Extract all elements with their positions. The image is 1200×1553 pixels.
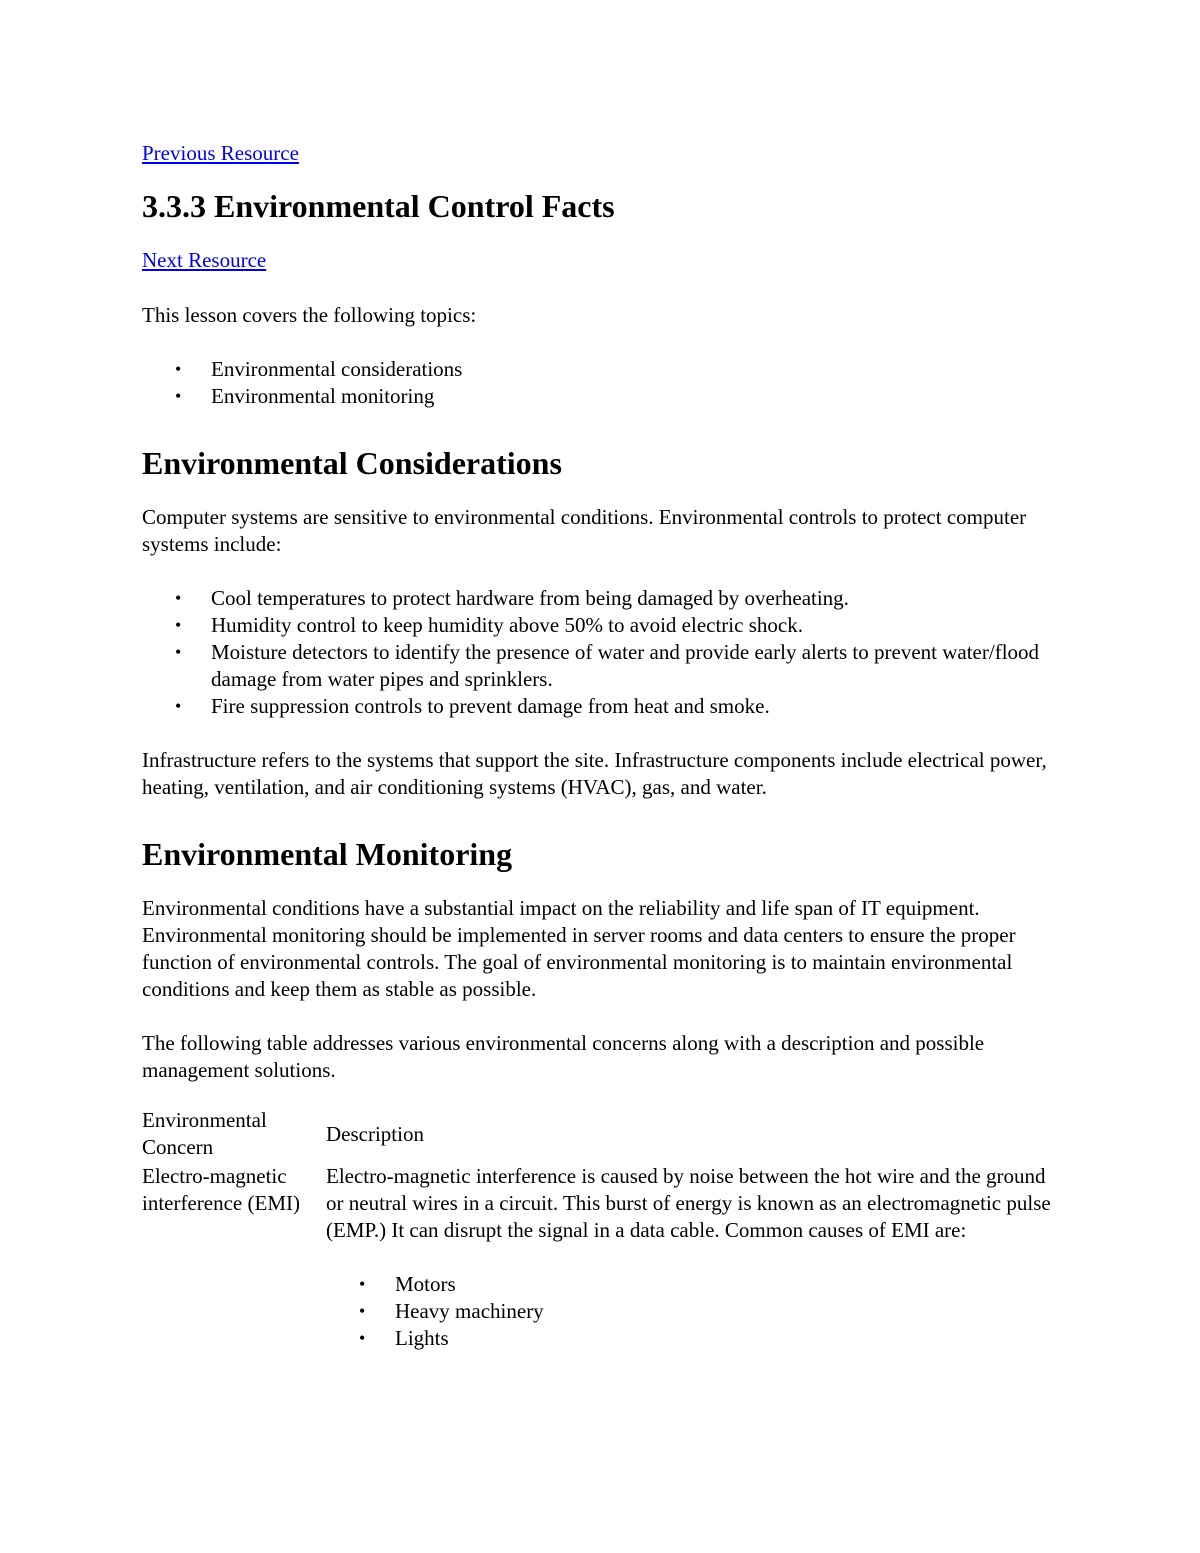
table-header-concern: Environmental Concern [142, 1108, 267, 1159]
table-header-row [142, 1107, 1062, 1163]
bullet-icon: • [359, 1328, 366, 1348]
list-item [359, 1325, 1056, 1352]
section-heading-monitoring: Environmental Monitoring [142, 836, 513, 872]
previous-resource-link[interactable]: Previous Resource [142, 141, 299, 165]
next-resource-link[interactable]: Next Resource [142, 248, 267, 272]
controls-list [142, 585, 1062, 720]
bullet-icon: • [175, 359, 182, 379]
topics-list [142, 356, 1062, 410]
bullet-icon: • [359, 1274, 366, 1294]
list-item-text: Moisture detectors to identify the presence of water and provide early alerts to prevent water/flood damage from water pipes and sprinklers. [211, 640, 1040, 691]
list-item [175, 383, 1062, 410]
concerns-table [142, 1107, 1062, 1352]
bullet-icon: • [175, 642, 182, 662]
table-intro-paragraph: The following table addresses various environmental concerns along with a description and possible management solutions. [142, 1031, 985, 1082]
table-cell-concern: Electro-magnetic interference (EMI) [142, 1164, 300, 1215]
bullet-icon: • [175, 615, 182, 635]
list-item-text: Environmental considerations [211, 357, 463, 381]
section-heading-considerations: Environmental Considerations [142, 445, 562, 481]
list-item [175, 612, 1062, 639]
list-item [175, 356, 1062, 383]
list-item-text: Humidity control to keep humidity above 50% to avoid electric shock. [211, 613, 803, 637]
bullet-icon: • [175, 588, 182, 608]
page-title: 3.3.3 Environmental Control Facts [142, 188, 615, 224]
list-item-text: Heavy machinery [395, 1299, 544, 1323]
list-item-text: Cool temperatures to protect hardware from being damaged by overheating. [211, 586, 849, 610]
intro-text: This lesson covers the following topics: [142, 303, 477, 327]
infrastructure-paragraph: Infrastructure refers to the systems that support the site. Infrastructure components include electrical power, heating, ventilation, and air conditioning systems (HVAC), gas, and water. [142, 748, 1047, 799]
emi-causes-list [326, 1271, 1056, 1352]
list-item-text: Lights [395, 1326, 449, 1350]
bullet-icon: • [175, 696, 182, 716]
description-text: Electro-magnetic interference is caused by noise between the hot wire and the ground or neutral wires in a circuit. This burst of energy is known as an electromagnetic pulse (EMP.) It can disrupt the signal in a data cable. Common causes of EMI are: [326, 1164, 1051, 1242]
list-item-text: Motors [395, 1272, 456, 1296]
table-row [142, 1163, 1062, 1352]
monitoring-paragraph: Environmental conditions have a substantial impact on the reliability and life span of IT equipment. Environmental monitoring should be implemented in server rooms and data centers to ensure the proper function of environmental controls. The goal of environmental monitoring is to maintain environmental conditions and keep them as stable as possible. [142, 896, 1016, 1001]
list-item-text: Environmental monitoring [211, 384, 435, 408]
document-page [142, 140, 1062, 1352]
list-item [359, 1271, 1056, 1298]
list-item-text: Fire suppression controls to prevent damage from heat and smoke. [211, 694, 770, 718]
list-item [175, 585, 1062, 612]
table-header-description: Description [326, 1121, 424, 1146]
list-item [175, 639, 1062, 693]
considerations-paragraph: Computer systems are sensitive to environmental conditions. Environmental controls to protect computer systems include: [142, 505, 1027, 556]
table-cell-description [326, 1163, 1062, 1352]
list-item [359, 1298, 1056, 1325]
bullet-icon: • [359, 1301, 366, 1321]
list-item [175, 693, 1062, 720]
bullet-icon: • [175, 386, 182, 406]
next-resource-wrapper [142, 247, 1062, 274]
